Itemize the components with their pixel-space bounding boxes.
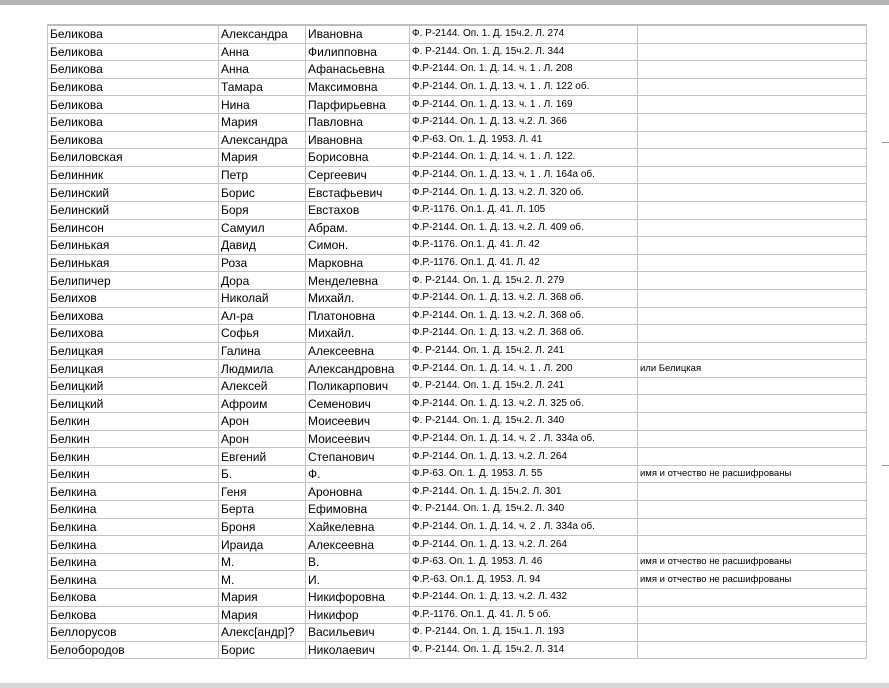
table-row [48, 360, 867, 378]
patronymic-cell: Николаевич [306, 641, 410, 659]
table-body [48, 25, 867, 659]
surname-cell: Белкина [48, 571, 219, 589]
table-row [48, 131, 867, 149]
first-name-cell: Мария [219, 606, 306, 624]
surname-cell: Беликова [48, 25, 219, 43]
note-cell: имя и отчество не расшифрованы [638, 571, 867, 589]
table-row [48, 465, 867, 483]
table-row [48, 25, 867, 43]
note-cell [638, 201, 867, 219]
patronymic-cell: Филипповна [306, 43, 410, 61]
note-cell [638, 131, 867, 149]
note-cell [638, 219, 867, 237]
first-name-cell: Роза [219, 254, 306, 272]
note-cell [638, 113, 867, 131]
archive-ref-cell: Ф. Р-2144. Оп. 1. Д. 15ч.2. Л. 340 [410, 413, 638, 431]
surname-cell: Белицкий [48, 395, 219, 413]
surname-cell: Беликова [48, 131, 219, 149]
table-row [48, 448, 867, 466]
archive-ref-cell: Ф.Р-2144. Оп. 1. Д. 14. ч. 1 . Л. 208 [410, 61, 638, 79]
surname-cell: Белкин [48, 448, 219, 466]
archive-ref-cell: Ф. Р-2144. Оп. 1. Д. 15ч.2. Л. 340 [410, 501, 638, 519]
archive-ref-cell: Ф.Р.-63. Оп.1. Д. 1953. Л. 94 [410, 571, 638, 589]
surname-cell: Белкова [48, 589, 219, 607]
archive-ref-cell: Ф.Р-2144. Оп. 1. Д. 13. ч.2. Л. 325 об. [410, 395, 638, 413]
patronymic-cell: Александровна [306, 360, 410, 378]
archive-ref-cell: Ф.Р-2144. Оп. 1. Д. 13. ч.2. Л. 368 об. [410, 325, 638, 343]
patronymic-cell: Алексеевна [306, 536, 410, 554]
patronymic-cell: И. [306, 571, 410, 589]
first-name-cell: Давид [219, 237, 306, 255]
archive-ref-cell: Ф.Р-2144. Оп. 1. Д. 13. ч. 1 . Л. 122 об. [410, 78, 638, 96]
note-cell [638, 589, 867, 607]
archive-ref-cell: Ф.Р-2144. Оп. 1. Д. 13. ч.2. Л. 368 об. [410, 307, 638, 325]
top-border [0, 0, 889, 5]
first-name-cell: Борис [219, 641, 306, 659]
archive-ref-cell: Ф.Р-2144. Оп. 1. Д. 14. ч. 2 . Л. 334а об. [410, 518, 638, 536]
table-row [48, 377, 867, 395]
table-row [48, 571, 867, 589]
note-cell [638, 413, 867, 431]
surname-cell: Белкина [48, 483, 219, 501]
patronymic-cell: Михайл. [306, 325, 410, 343]
first-name-cell: Людмила [219, 360, 306, 378]
patronymic-cell: Менделевна [306, 272, 410, 290]
surname-cell: Белинсон [48, 219, 219, 237]
archive-ref-cell: Ф.Р-63. Оп. 1. Д. 1953. Л. 41 [410, 131, 638, 149]
archive-ref-cell: Ф.Р-2144. Оп. 1. Д. 13. ч.2. Л. 264 [410, 448, 638, 466]
table-row [48, 237, 867, 255]
surname-cell: Беликова [48, 43, 219, 61]
table-row [48, 553, 867, 571]
note-cell [638, 96, 867, 114]
first-name-cell: Борис [219, 184, 306, 202]
note-cell [638, 307, 867, 325]
archive-ref-cell: Ф.Р-2144. Оп. 1. Д. 13. ч.2. Л. 432 [410, 589, 638, 607]
table-row [48, 624, 867, 642]
first-name-cell: Александра [219, 25, 306, 43]
table-row [48, 641, 867, 659]
note-cell [638, 501, 867, 519]
patronymic-cell: Ароновна [306, 483, 410, 501]
first-name-cell: Берта [219, 501, 306, 519]
table-row [48, 483, 867, 501]
note-cell: имя и отчество не расшифрованы [638, 553, 867, 571]
table-row [48, 289, 867, 307]
first-name-cell: Б. [219, 465, 306, 483]
surname-cell: Белобородов [48, 641, 219, 659]
first-name-cell: Мария [219, 149, 306, 167]
surname-cell: Белкина [48, 553, 219, 571]
first-name-cell: Николай [219, 289, 306, 307]
note-cell [638, 43, 867, 61]
surname-cell: Белинский [48, 184, 219, 202]
surname-cell: Белкина [48, 518, 219, 536]
patronymic-cell: Моисеевич [306, 413, 410, 431]
patronymic-cell: Ивановна [306, 25, 410, 43]
records-table [47, 24, 867, 659]
surname-cell: Белинькая [48, 254, 219, 272]
note-cell [638, 448, 867, 466]
patronymic-cell: Сергеевич [306, 166, 410, 184]
surname-cell: Белкина [48, 536, 219, 554]
note-cell: имя и отчество не расшифрованы [638, 465, 867, 483]
first-name-cell: Арон [219, 413, 306, 431]
surname-cell: Белкин [48, 465, 219, 483]
patronymic-cell: Поликарпович [306, 377, 410, 395]
note-cell [638, 325, 867, 343]
note-cell [638, 184, 867, 202]
note-cell [638, 237, 867, 255]
surname-cell: Белипичер [48, 272, 219, 290]
archive-ref-cell: Ф.Р-2144. Оп. 1. Д. 13. ч.2. Л. 320 об. [410, 184, 638, 202]
archive-ref-cell: Ф.Р-2144. Оп. 1. Д. 14. ч. 2 . Л. 334а об. [410, 430, 638, 448]
first-name-cell: Мария [219, 589, 306, 607]
archive-ref-cell: Ф.Р.-1176. Оп.1. Д. 41. Л. 5 об. [410, 606, 638, 624]
table-row [48, 518, 867, 536]
surname-cell: Белкин [48, 430, 219, 448]
archive-ref-cell: Ф.Р-2144. Оп. 1. Д. 14. ч. 1 . Л. 200 [410, 360, 638, 378]
table-row [48, 325, 867, 343]
patronymic-cell: Симон. [306, 237, 410, 255]
note-cell [638, 518, 867, 536]
first-name-cell: Самуил [219, 219, 306, 237]
patronymic-cell: Максимовна [306, 78, 410, 96]
archive-ref-cell: Ф.Р-2144. Оп. 1. Д. 13. ч.2. Л. 368 об. [410, 289, 638, 307]
table-row [48, 219, 867, 237]
archive-ref-cell: Ф.Р-2144. Оп. 1. Д. 13. ч. 1 . Л. 164а об. [410, 166, 638, 184]
first-name-cell: Евгений [219, 448, 306, 466]
first-name-cell: Александра [219, 131, 306, 149]
surname-cell: Белинник [48, 166, 219, 184]
table-row [48, 43, 867, 61]
patronymic-cell: Павловна [306, 113, 410, 131]
surname-cell: Беллорусов [48, 624, 219, 642]
first-name-cell: Алекс[андр]? [219, 624, 306, 642]
table-row [48, 606, 867, 624]
archive-ref-cell: Ф.Р-2144. Оп. 1. Д. 15ч.2. Л. 301 [410, 483, 638, 501]
first-name-cell: Анна [219, 43, 306, 61]
archive-ref-cell: Ф.Р-2144. Оп. 1. Д. 13. ч. 1 . Л. 169 [410, 96, 638, 114]
surname-cell: Белицкая [48, 360, 219, 378]
patronymic-cell: Платоновна [306, 307, 410, 325]
archive-ref-cell: Ф. Р-2144. Оп. 1. Д. 15ч.2. Л. 241 [410, 342, 638, 360]
note-cell [638, 395, 867, 413]
first-name-cell: Ираида [219, 536, 306, 554]
right-edge-mark [882, 465, 889, 466]
table-row [48, 113, 867, 131]
first-name-cell: Афроим [219, 395, 306, 413]
table-row [48, 96, 867, 114]
first-name-cell: Галина [219, 342, 306, 360]
archive-ref-cell: Ф.Р.-1176. Оп.1. Д. 41. Л. 42 [410, 254, 638, 272]
patronymic-cell: Парфирьевна [306, 96, 410, 114]
first-name-cell: Петр [219, 166, 306, 184]
archive-ref-cell: Ф.Р.-1176. Оп.1. Д. 41. Л. 105 [410, 201, 638, 219]
table-row [48, 413, 867, 431]
patronymic-cell: Моисеевич [306, 430, 410, 448]
patronymic-cell: Никифоровна [306, 589, 410, 607]
archive-ref-cell: Ф. Р-2144. Оп. 1. Д. 15ч.1. Л. 193 [410, 624, 638, 642]
first-name-cell: Нина [219, 96, 306, 114]
first-name-cell: Боря [219, 201, 306, 219]
first-name-cell: Ал-ра [219, 307, 306, 325]
first-name-cell: Алексей [219, 377, 306, 395]
note-cell [638, 624, 867, 642]
surname-cell: Белихов [48, 289, 219, 307]
first-name-cell: Мария [219, 113, 306, 131]
surname-cell: Белиловская [48, 149, 219, 167]
note-cell [638, 25, 867, 43]
first-name-cell: Тамара [219, 78, 306, 96]
bottom-border [0, 683, 889, 688]
note-cell [638, 430, 867, 448]
patronymic-cell: Степанович [306, 448, 410, 466]
table-row [48, 254, 867, 272]
patronymic-cell: Марковна [306, 254, 410, 272]
table-row [48, 149, 867, 167]
archive-ref-cell: Ф.Р.-1176. Оп.1. Д. 41. Л. 42 [410, 237, 638, 255]
patronymic-cell: Михайл. [306, 289, 410, 307]
note-cell [638, 342, 867, 360]
surname-cell: Белицкая [48, 342, 219, 360]
surname-cell: Белкова [48, 606, 219, 624]
table-row [48, 61, 867, 79]
note-cell [638, 78, 867, 96]
first-name-cell: Дора [219, 272, 306, 290]
surname-cell: Белицкий [48, 377, 219, 395]
first-name-cell: Геня [219, 483, 306, 501]
note-cell [638, 483, 867, 501]
note-cell [638, 254, 867, 272]
table-row [48, 589, 867, 607]
archive-ref-cell: Ф. Р-2144. Оп. 1. Д. 15ч.2. Л. 241 [410, 377, 638, 395]
right-edge-mark [882, 142, 889, 143]
note-cell [638, 272, 867, 290]
table-row [48, 501, 867, 519]
archive-ref-cell: Ф.Р-2144. Оп. 1. Д. 13. ч.2. Л. 264 [410, 536, 638, 554]
patronymic-cell: Ефимовна [306, 501, 410, 519]
patronymic-cell: Евстафьевич [306, 184, 410, 202]
first-name-cell: Арон [219, 430, 306, 448]
archive-ref-cell: Ф.Р-2144. Оп. 1. Д. 13. ч.2. Л. 366 [410, 113, 638, 131]
patronymic-cell: Алексеевна [306, 342, 410, 360]
patronymic-cell: Никифор [306, 606, 410, 624]
first-name-cell: Броня [219, 518, 306, 536]
first-name-cell: М. [219, 571, 306, 589]
note-cell [638, 377, 867, 395]
note-cell: или Белицкая [638, 360, 867, 378]
surname-cell: Беликова [48, 96, 219, 114]
table-row [48, 395, 867, 413]
archive-ref-cell: Ф. Р-2144. Оп. 1. Д. 15ч.2. Л. 274 [410, 25, 638, 43]
table-row [48, 78, 867, 96]
archive-ref-cell: Ф.Р-63. Оп. 1. Д. 1953. Л. 55 [410, 465, 638, 483]
surname-cell: Белкин [48, 413, 219, 431]
surname-cell: Белинский [48, 201, 219, 219]
patronymic-cell: Ивановна [306, 131, 410, 149]
surname-cell: Беликова [48, 78, 219, 96]
first-name-cell: Софья [219, 325, 306, 343]
archive-ref-cell: Ф. Р-2144. Оп. 1. Д. 15ч.2. Л. 314 [410, 641, 638, 659]
note-cell [638, 166, 867, 184]
surname-cell: Беликова [48, 113, 219, 131]
surname-cell: Белкина [48, 501, 219, 519]
note-cell [638, 536, 867, 554]
archive-ref-cell: Ф.Р-2144. Оп. 1. Д. 13. ч.2. Л. 409 об. [410, 219, 638, 237]
archive-ref-cell: Ф. Р-2144. Оп. 1. Д. 15ч.2. Л. 279 [410, 272, 638, 290]
note-cell [638, 289, 867, 307]
note-cell [638, 641, 867, 659]
surname-cell: Белихова [48, 307, 219, 325]
table-row [48, 272, 867, 290]
table-row [48, 166, 867, 184]
note-cell [638, 606, 867, 624]
first-name-cell: Анна [219, 61, 306, 79]
patronymic-cell: Хайкелевна [306, 518, 410, 536]
patronymic-cell: В. [306, 553, 410, 571]
patronymic-cell: Ф. [306, 465, 410, 483]
table-row [48, 430, 867, 448]
table-row [48, 184, 867, 202]
patronymic-cell: Семенович [306, 395, 410, 413]
table-row [48, 536, 867, 554]
patronymic-cell: Афанасьевна [306, 61, 410, 79]
archive-ref-cell: Ф. Р-2144. Оп. 1. Д. 15ч.2. Л. 344 [410, 43, 638, 61]
patronymic-cell: Абрам. [306, 219, 410, 237]
table-row [48, 307, 867, 325]
patronymic-cell: Борисовна [306, 149, 410, 167]
note-cell [638, 61, 867, 79]
note-cell [638, 149, 867, 167]
surname-cell: Белинькая [48, 237, 219, 255]
surname-cell: Беликова [48, 61, 219, 79]
table-row [48, 201, 867, 219]
first-name-cell: М. [219, 553, 306, 571]
archive-ref-cell: Ф.Р-2144. Оп. 1. Д. 14. ч. 1 . Л. 122. [410, 149, 638, 167]
patronymic-cell: Васильевич [306, 624, 410, 642]
table-row [48, 342, 867, 360]
surname-cell: Белихова [48, 325, 219, 343]
archive-ref-cell: Ф.Р-63. Оп. 1. Д. 1953. Л. 46 [410, 553, 638, 571]
patronymic-cell: Евстахов [306, 201, 410, 219]
